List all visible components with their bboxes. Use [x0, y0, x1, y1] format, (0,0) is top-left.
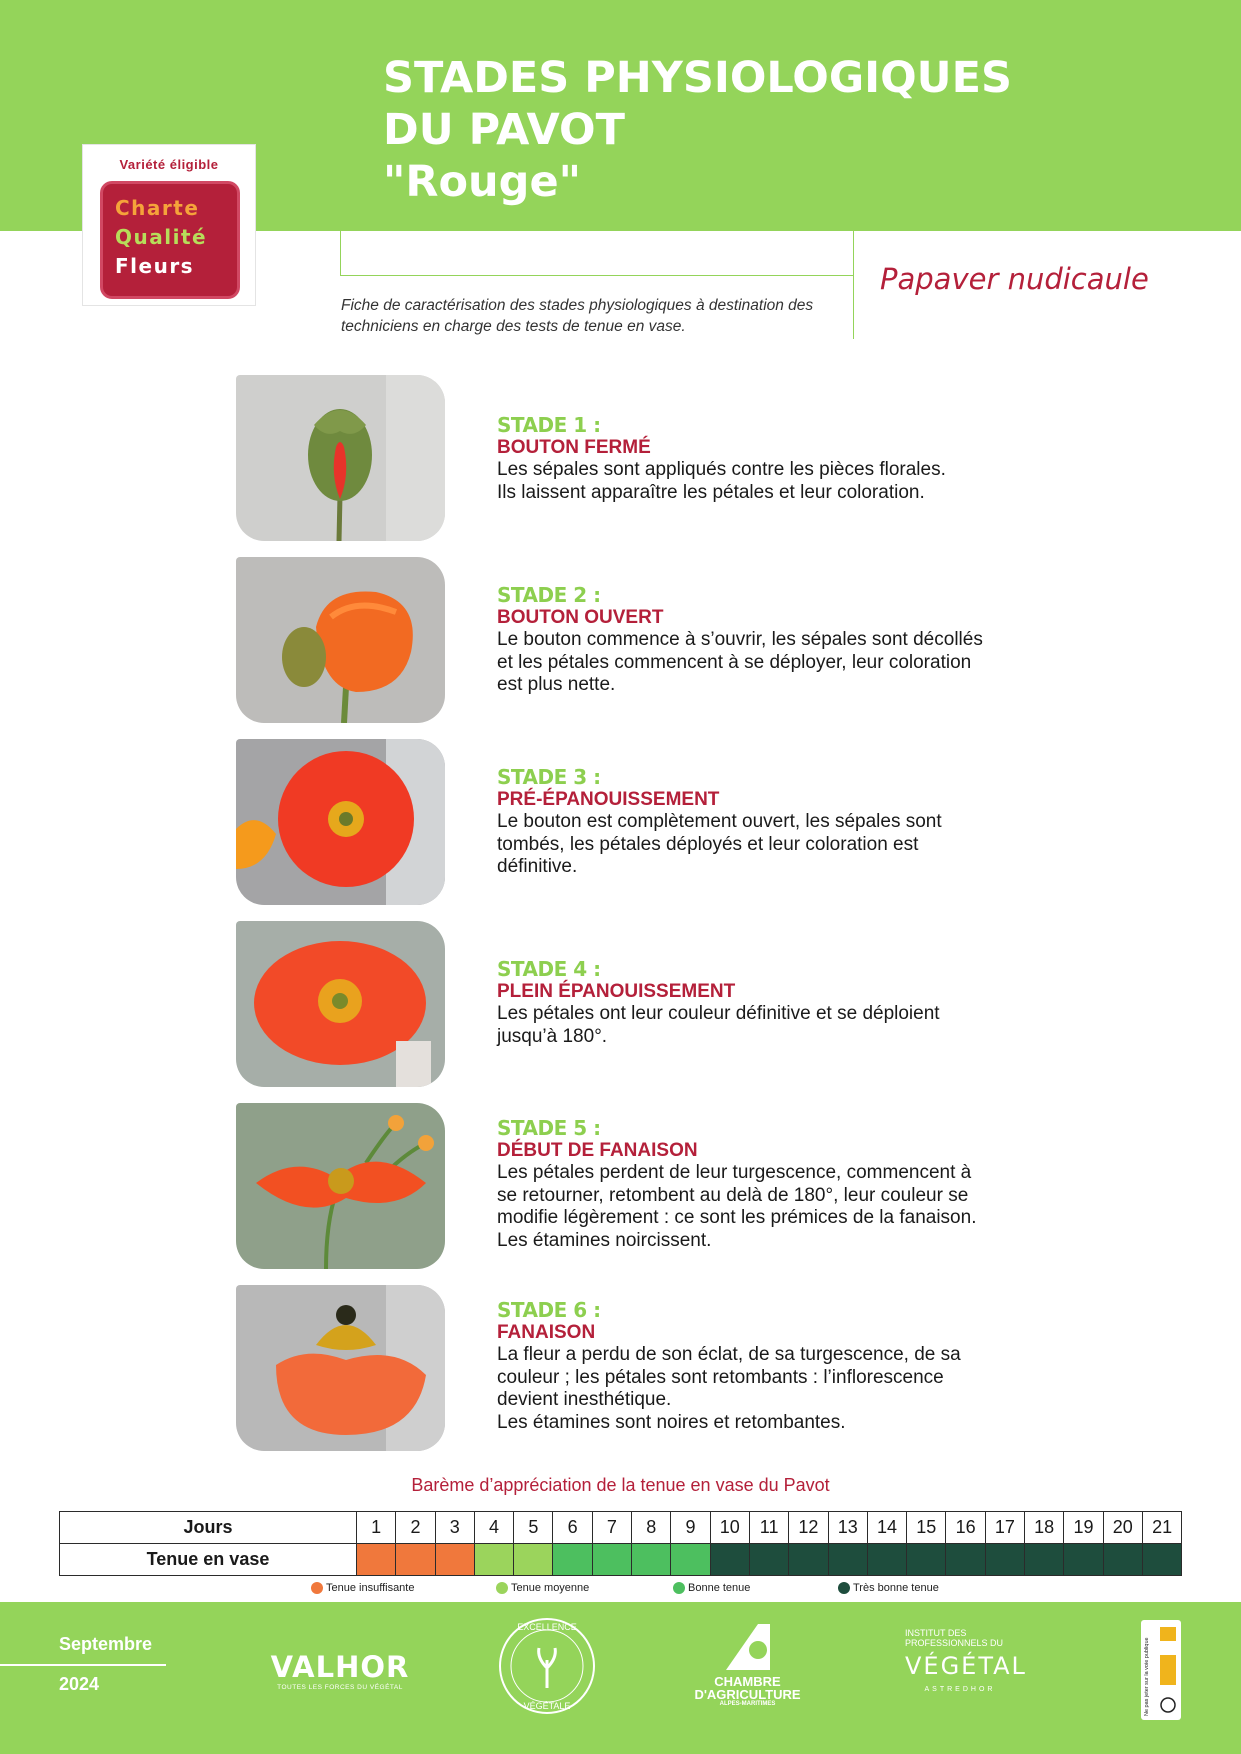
tenue-cell	[946, 1544, 985, 1576]
title-divider-vertical	[340, 44, 341, 276]
recycling-icon	[1158, 1625, 1178, 1715]
legend-bonne	[673, 1582, 750, 1594]
latin-name: Papaver nudicaule	[880, 262, 1149, 296]
stage-1-line: Les sépales sont appliqués contre les pièces florales.	[497, 459, 946, 480]
tenue-cell	[632, 1544, 671, 1576]
tenue-cell	[710, 1544, 749, 1576]
stage-4-line: jusqu’à 180°.	[497, 1025, 608, 1047]
day-cell: 5	[514, 1512, 553, 1544]
chambre-sub: ALPES-MARITIMES	[719, 1701, 776, 1707]
tenue-cell	[1103, 1544, 1142, 1576]
day-cell: 12	[789, 1512, 828, 1544]
stage-2-line: Le bouton commence à s’ouvrir, les sépales sont décollés	[497, 629, 983, 650]
stage-3-photo	[236, 739, 445, 905]
legend-dot-bonne	[673, 1582, 685, 1594]
recycling-text: Ne pas jeter sur la voie publique	[1144, 1637, 1150, 1716]
stage-6-line: couleur ; les pétales sont retombants : l’inflorescence	[497, 1366, 944, 1388]
tenue-cell	[592, 1544, 631, 1576]
stage-3-line: tombés, les pétales déployés et leur coloration est	[497, 833, 919, 855]
tenue-cell	[671, 1544, 710, 1576]
legend-moyenne	[496, 1582, 589, 1594]
stage-6-name: FANAISON	[497, 1322, 596, 1343]
stage-3	[497, 765, 1057, 879]
stage-5-photo	[236, 1103, 445, 1269]
institut-vegetal-logo	[905, 1628, 1035, 1693]
tenue-row-label: Tenue en vase	[60, 1544, 357, 1576]
day-cell: 11	[749, 1512, 788, 1544]
footer-year: 2024	[59, 1674, 100, 1694]
day-cell: 18	[1025, 1512, 1064, 1544]
day-cell: 20	[1103, 1512, 1142, 1544]
charte-qualite-fleurs-logo	[100, 181, 240, 299]
title-line-1: STADES PHYSIOLOGIQUES	[383, 53, 1012, 103]
stage-6-description	[497, 1344, 1057, 1434]
day-cell: 7	[592, 1512, 631, 1544]
tenue-cell	[514, 1544, 553, 1576]
day-cell: 6	[553, 1512, 592, 1544]
day-cell: 8	[632, 1512, 671, 1544]
stage-2-line: et les pétales commencent à se déployer, leur coloration	[497, 651, 972, 673]
valhor-wordmark: VALHOR	[270, 1650, 410, 1684]
page-title	[383, 52, 1183, 208]
stage-6	[497, 1298, 1057, 1434]
stage-2-description	[497, 629, 1057, 697]
day-cell: 17	[985, 1512, 1024, 1544]
stage-2-name: BOUTON OUVERT	[497, 607, 664, 628]
legend-dot-moyenne	[496, 1582, 508, 1594]
day-cell: 2	[396, 1512, 435, 1544]
recycling-info-box	[1141, 1620, 1181, 1720]
badge-eligible-label: Variété éligible	[119, 157, 219, 172]
stage-6-line: La fleur a perdu de son éclat, de sa turgescence, de sa	[497, 1344, 961, 1365]
stage-1-number: STADE 1 :	[497, 413, 601, 437]
stage-4	[497, 957, 1057, 1048]
charte-qualite-badge	[83, 145, 255, 305]
vegetal-small-line-2: PROFESSIONNELS DU	[905, 1638, 1004, 1648]
stage-5	[497, 1116, 1057, 1252]
day-cell: 16	[946, 1512, 985, 1544]
footer-band	[0, 1602, 1241, 1754]
stage-5-line: se retourner, retombent au delà de 180°, leur couleur se	[497, 1184, 969, 1206]
stage-6-line: devient inesthétique.	[497, 1389, 672, 1410]
stage-4-number: STADE 4 :	[497, 957, 601, 981]
chambre-line-1: CHAMBRE	[714, 1674, 781, 1689]
stage-1-name: BOUTON FERMÉ	[497, 437, 651, 458]
stage-6-line: Les étamines sont noires et retombantes.	[497, 1411, 846, 1433]
tenue-cell	[867, 1544, 906, 1576]
tenue-cell	[828, 1544, 867, 1576]
excellence-top-text: EXCELLENCE	[517, 1622, 577, 1632]
logo-line-3: Fleurs	[115, 254, 195, 278]
stage-4-line: Les pétales ont leur couleur définitive et se déploient	[497, 1003, 940, 1024]
stage-5-description	[497, 1162, 1057, 1252]
logo-line-2: Qualité	[115, 225, 208, 249]
day-cell: 4	[474, 1512, 513, 1544]
stage-1	[497, 413, 1057, 504]
stage-6-photo	[236, 1285, 445, 1451]
stage-5-line: Les étamines noircissent.	[497, 1229, 712, 1251]
stage-1-line: Ils laissent apparaître les pétales et leur coloration.	[497, 481, 925, 503]
vegetal-wordmark: VÉGÉTAL	[905, 1652, 1027, 1680]
legend-dot-tres-bonne	[838, 1582, 850, 1594]
stage-3-line: Le bouton est complètement ouvert, les sépales sont	[497, 811, 942, 832]
valhor-tagline: TOUTES LES FORCES DU VÉGÉTAL	[277, 1684, 403, 1691]
day-cell: 15	[907, 1512, 946, 1544]
legend-label-insuffisante: Tenue insuffisante	[326, 1582, 415, 1594]
stage-3-name: PRÉ-ÉPANOUISSEMENT	[497, 789, 720, 810]
table-row-days	[60, 1512, 1182, 1544]
tenue-cell	[474, 1544, 513, 1576]
day-cell: 3	[435, 1512, 474, 1544]
scale-title: Barème d’appréciation de la tenue en vase du Pavot	[411, 1475, 830, 1495]
title-line-2: DU PAVOT	[383, 105, 625, 155]
valhor-logo	[265, 1650, 415, 1691]
stage-2-number: STADE 2 :	[497, 583, 601, 607]
day-cell: 13	[828, 1512, 867, 1544]
stage-6-number: STADE 6 :	[497, 1298, 601, 1322]
chambre-agriculture-logo	[690, 1620, 805, 1707]
stage-3-description	[497, 811, 1057, 879]
tenue-cell	[435, 1544, 474, 1576]
excellence-vegetale-logo	[497, 1616, 597, 1716]
day-cell: 9	[671, 1512, 710, 1544]
legend-dot-insuffisante	[311, 1582, 323, 1594]
stage-4-description	[497, 1003, 1057, 1048]
legend-tres-bonne	[838, 1582, 939, 1594]
tenue-cell	[553, 1544, 592, 1576]
title-divider-horizontal	[340, 275, 853, 276]
tenue-cell	[396, 1544, 435, 1576]
legend-label-moyenne: Tenue moyenne	[511, 1582, 590, 1594]
title-line-3: "Rouge"	[383, 157, 582, 207]
day-cell: 19	[1064, 1512, 1103, 1544]
day-cell: 21	[1142, 1512, 1181, 1544]
days-row-label: Jours	[60, 1512, 357, 1544]
legend-insuffisante	[311, 1582, 414, 1594]
vegetal-small-line-1: INSTITUT DES	[905, 1628, 967, 1638]
stage-5-name: DÉBUT DE FANAISON	[497, 1140, 698, 1161]
stage-4-photo	[236, 921, 445, 1087]
footer-month: Septembre	[59, 1634, 153, 1654]
vegetal-astredhor: ASTREDHOR	[924, 1686, 996, 1693]
tenue-cell	[357, 1544, 396, 1576]
chambre-line-2: D'AGRICULTURE	[694, 1687, 801, 1702]
stage-2-line: est plus nette.	[497, 674, 616, 695]
tenue-cell	[1025, 1544, 1064, 1576]
table-row-tenue	[60, 1544, 1182, 1576]
stage-5-line: modifie légèrement : ce sont les prémices de la fanaison.	[497, 1207, 977, 1228]
legend-label-tres-bonne: Très bonne tenue	[853, 1582, 939, 1594]
excellence-bottom-text: VÉGÉTALE	[523, 1701, 571, 1711]
tenue-cell	[789, 1544, 828, 1576]
stage-5-line: Les pétales perdent de leur turgescence, commencent à	[497, 1162, 972, 1183]
stage-3-line: définitive.	[497, 856, 578, 877]
stage-2	[497, 583, 1057, 697]
vase-life-scale-table	[59, 1511, 1182, 1576]
day-cell: 1	[357, 1512, 396, 1544]
day-cell: 10	[710, 1512, 749, 1544]
logo-line-1: Charte	[115, 196, 200, 220]
tenue-cell	[1142, 1544, 1181, 1576]
intro-text: Fiche de caractérisation des stades physiologiques à destination des techniciens en charge des tests de tenue en vase.	[341, 297, 814, 335]
stage-3-number: STADE 3 :	[497, 765, 601, 789]
stage-1-photo	[236, 375, 445, 541]
tenue-cell	[985, 1544, 1024, 1576]
chambre-agriculture-icon	[718, 1620, 778, 1670]
legend-label-bonne: Bonne tenue	[688, 1582, 751, 1594]
latin-divider-vertical	[853, 231, 854, 339]
tenue-cell	[907, 1544, 946, 1576]
stage-4-name: PLEIN ÉPANOUISSEMENT	[497, 981, 736, 1002]
stage-2-photo	[236, 557, 445, 723]
footer-divider	[0, 1664, 166, 1666]
stage-5-number: STADE 5 :	[497, 1116, 601, 1140]
tenue-cell	[1064, 1544, 1103, 1576]
tenue-cell	[749, 1544, 788, 1576]
stage-1-description	[497, 459, 1057, 504]
day-cell: 14	[867, 1512, 906, 1544]
